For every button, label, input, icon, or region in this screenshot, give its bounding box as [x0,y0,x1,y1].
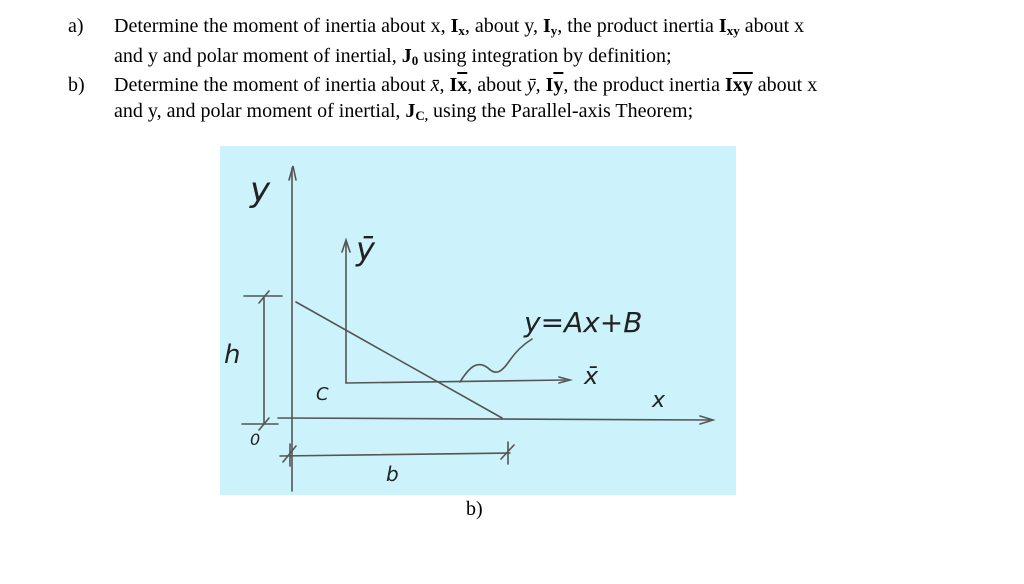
question-b-text: and y, and polar moment of inertial, [114,99,406,122]
base-dim-line [280,453,510,456]
xbar-axis-label: x̄ [584,362,599,390]
question-a-text: about x [739,15,805,37]
ybar-symbol: ȳ [526,74,536,96]
question-b-text: Determine the moment of inertia about [114,74,431,96]
question-a-text: , about y, [464,15,543,37]
question-b-text: , [439,74,450,96]
height-label: h [224,340,241,370]
j0-symbol: $J_0$ [401,44,419,68]
ixy-symbol: $I_{xy}$ [718,15,740,38]
line-equation-label: y=Ax+B [524,306,643,339]
figure-sketch [220,146,736,495]
ixybar-symbol: $I\overline{xy}$ [725,74,753,96]
equation-leader-squiggle [460,339,532,382]
question-b-text: , the product inertia [563,74,725,96]
question-b-text: , about [467,74,527,96]
ix-symbol: $I_x$ [450,15,465,38]
y-axis-label: y [250,170,271,210]
xbar-axis-line [346,380,565,383]
question-a-line-1 [114,14,968,44]
question-b-text: using the Parallel-axis Theorem; [428,99,694,122]
question-b-text: , [535,74,546,96]
question-a-text: Determine the moment of inertia about x, [114,15,451,37]
ixbar-symbol: $I\overline{x}$ [449,74,468,96]
question-a-text: and y and polar moment of inertial, [114,44,402,67]
iy-symbol: $I_y$ [543,15,558,38]
figure-caption: b) [466,498,483,520]
x-axis-line [278,418,712,420]
question-b-line-1 [114,73,968,99]
origin-label: 0 [250,430,261,449]
x-axis-label: x [652,388,666,413]
question-a-marker: a) [68,15,84,37]
xbar-symbol: x̄ [430,74,440,96]
question-a-text: , the product inertia [557,15,719,37]
base-label: b [386,462,399,486]
question-b-marker: b) [68,74,85,96]
ybar-axis-label: ȳ [356,230,375,268]
triangle-figure [220,146,736,495]
iybar-symbol: $I\overline{y}$ [545,74,564,96]
question-a-text: using integration by definition; [418,44,672,67]
question-list [68,14,968,128]
question-b [68,73,968,128]
question-a-line-2 [114,44,968,74]
centroid-label: C [316,384,329,405]
question-b-line-2 [114,99,968,129]
jc-symbol: $J_{C,}$ [405,99,429,123]
question-b-text: about x [752,74,818,96]
question-a [68,14,968,73]
